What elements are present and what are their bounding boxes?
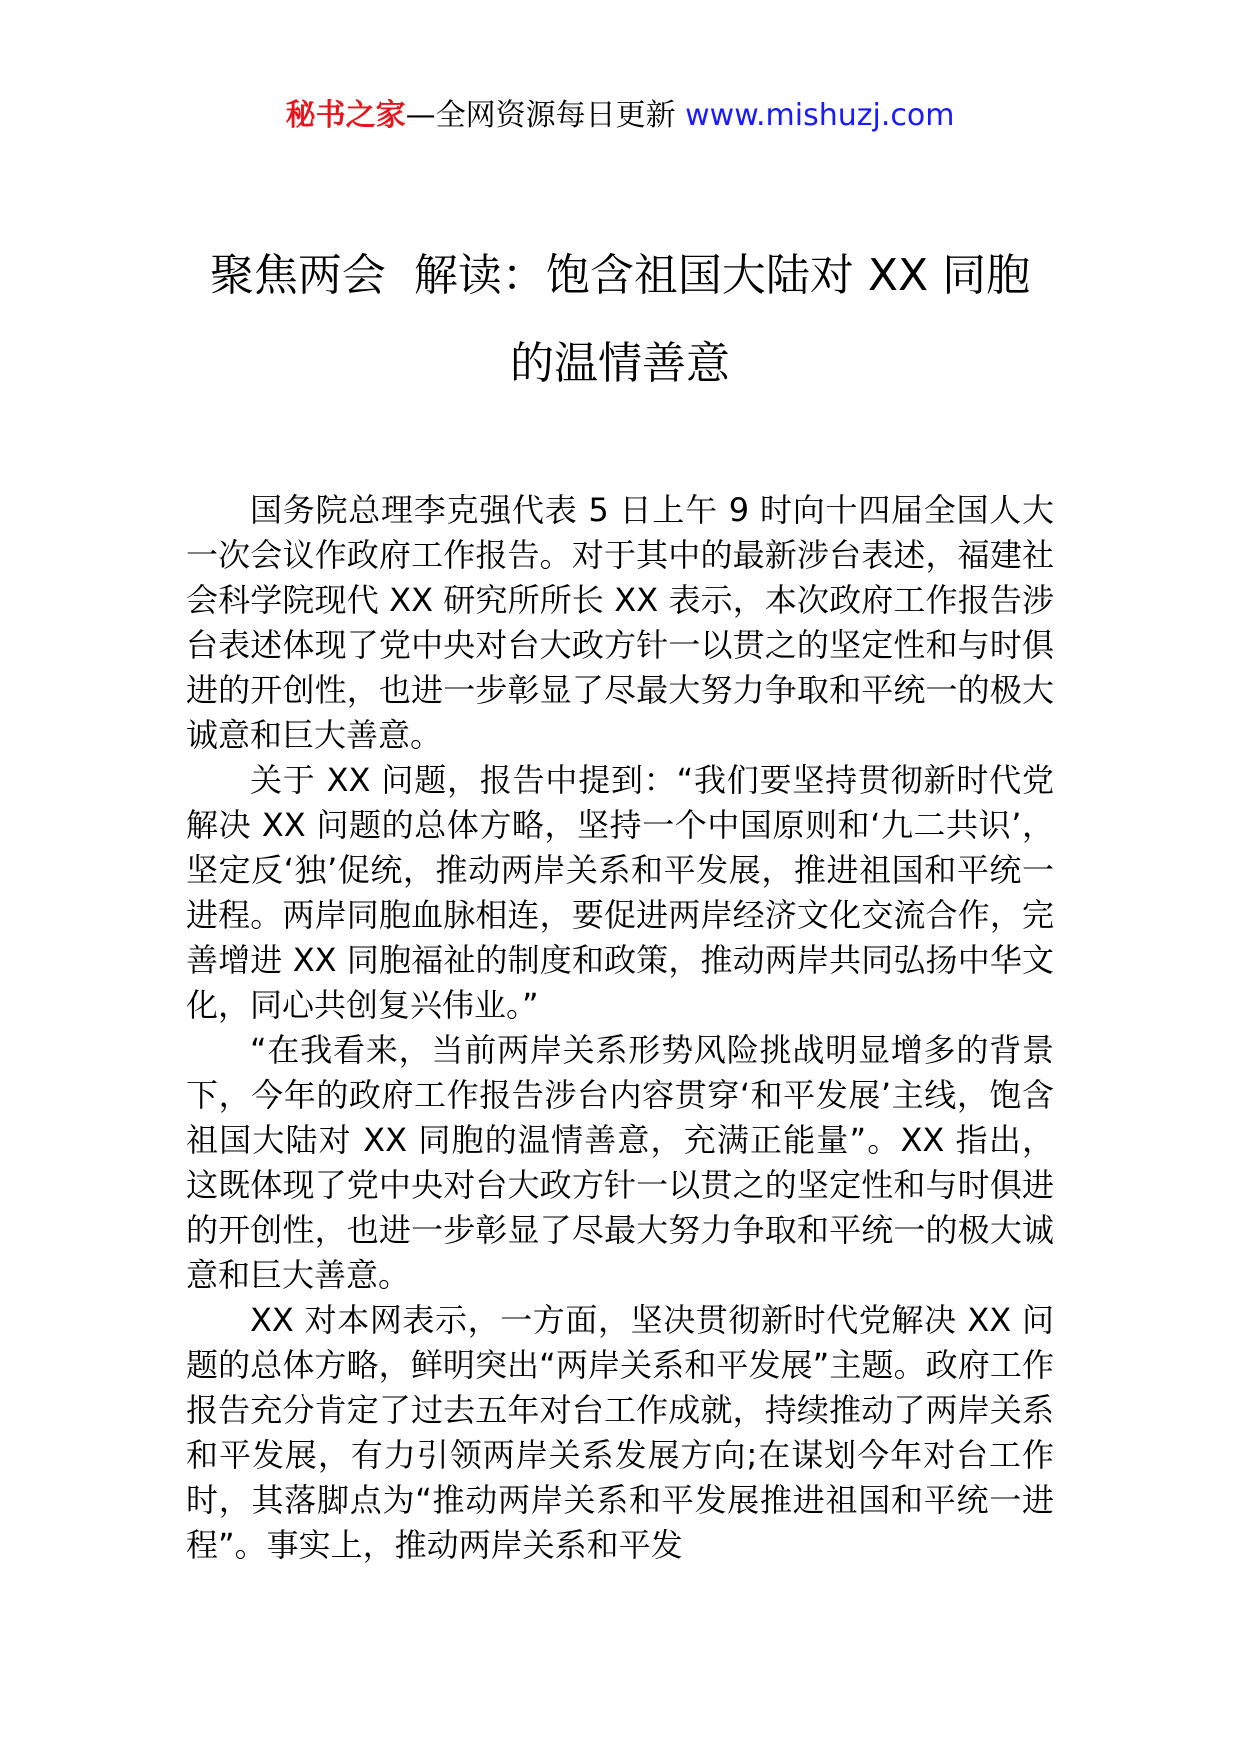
- paragraph-4: XX 对本网表示，一方面，坚决贯彻新时代党解决 XX 问题的总体方略，鲜明突出“两岸关系和平发展”主题。政府工作报告充分肯定了过去五年对台工作成就，持续推动了两岸关系和平发展，有力引领两岸关系发展方向;在谋划今年对台工作时，其落脚点为“推动两岸关系和平发展推进祖国和平统一进程”。事实上，推动两岸关系和平发: [186, 1301, 1054, 1564]
- title-line-2: 的温情善意: [510, 338, 730, 389]
- site-brand: 秘书之家: [285, 98, 406, 133]
- site-url-link[interactable]: www.mishuzj.com: [685, 98, 955, 133]
- paragraph-1: 国务院总理李克强代表 5 日上午 9 时向十四届全国人大一次会议作政府工作报告。对于其中的最新涉台表述，福建社会科学院现代 XX 研究所所长 XX 表示，本次政府工作报告涉台表述体现了党中央对台大政方针一以贯之的坚定性和与时俱进的开创性，也进一步彰显了尽最大努力争取和平统一的极大诚意和巨大善意。: [186, 491, 1054, 754]
- site-header: [0, 96, 1240, 136]
- title-line-1: 聚焦两会 解读：饱含祖国大陆对 XX 同胞: [209, 250, 1031, 301]
- site-tagline: —全网资源每日更新: [405, 98, 676, 133]
- document-title: [150, 232, 1090, 408]
- document-body: [186, 488, 1054, 1568]
- paragraph-2: 关于 XX 问题，报告中提到：“我们要坚持贯彻新时代党解决 XX 问题的总体方略，坚持一个中国原则和‘九二共识’，坚定反‘独’促统，推动两岸关系和平发展，推进祖国和平统一进程。两岸同胞血脉相连，要促进两岸经济文化交流合作，完善增进 XX 同胞福祉的制度和政策，推动两岸共同弘扬中华文化，同心共创复兴伟业。”: [186, 761, 1054, 1024]
- paragraph-3: “在我看来，当前两岸关系形势风险挑战明显增多的背景下，今年的政府工作报告涉台内容贯穿‘和平发展’主线，饱含祖国大陆对 XX 同胞的温情善意，充满正能量”。XX 指出，这既体现了党中央对台大政方针一以贯之的坚定性和与时俱进的开创性，也进一步彰显了尽最大努力争取和平统一的极大诚意和巨大善意。: [186, 1031, 1054, 1294]
